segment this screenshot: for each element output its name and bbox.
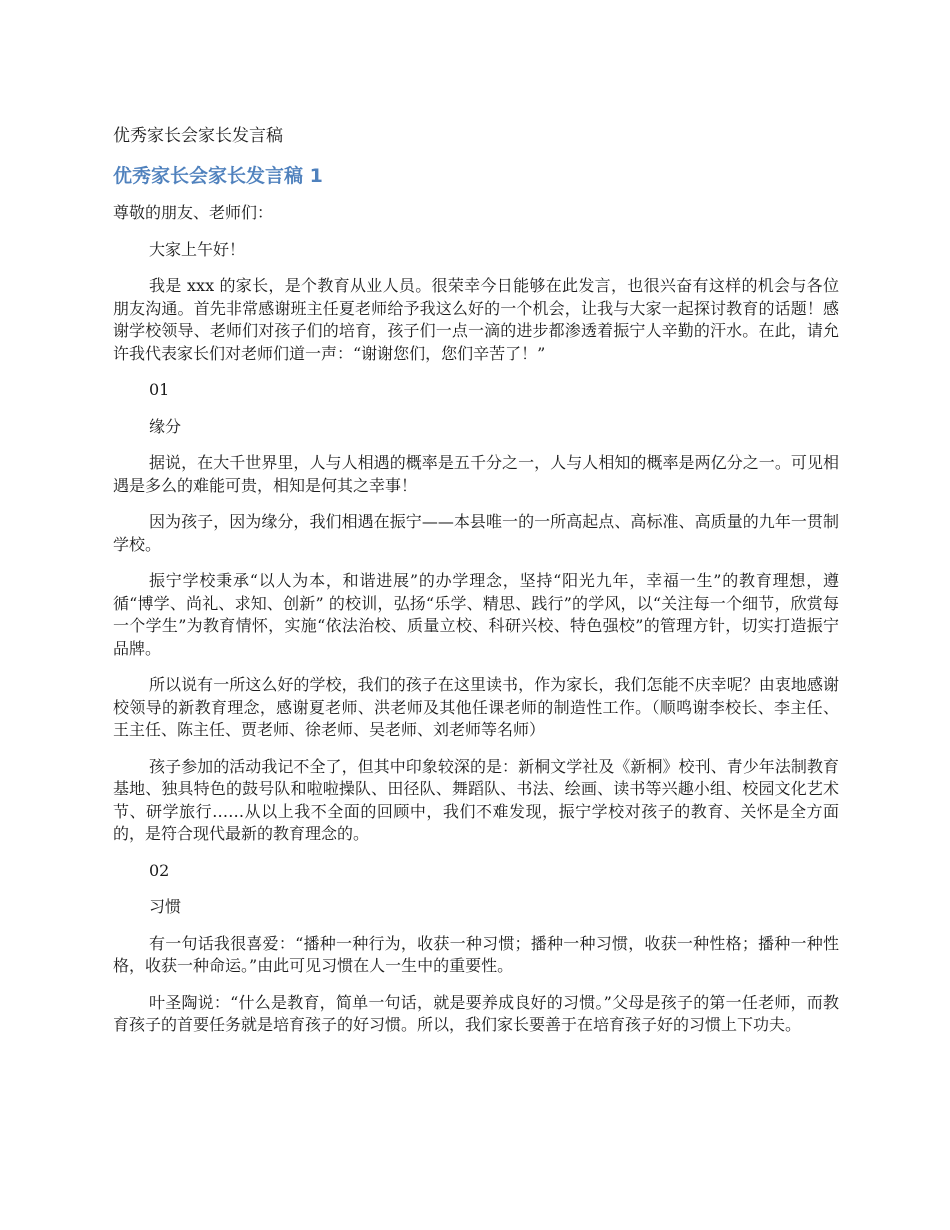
paragraph: 因为孩子，因为缘分，我们相遇在振宁——本县唯一的一所高起点、高标准、高质量的九年一贯制学校。 bbox=[113, 512, 839, 554]
paragraph: 振宁学校秉承“以人为本，和谐进展”的办学理念，坚持“阳光九年，幸福一生”的教育理想，遵循“博学、尚礼、求知、创新” 的校训，弘扬“乐学、精思、践行”的学风，以“关注每一个细节，欣赏每一个学生”为教育情怀，实施“依法治校、质量立校、科研兴校、特色强校”的管理方针，切实打造振宁品牌。 bbox=[113, 571, 839, 658]
paragraph: 所以说有一所这么好的学校，我们的孩子在这里读书，作为家长，我们怎能不庆幸呢？由衷地感谢校领导的新教育理念，感谢夏老师、洪老师及其他任课老师的制造性工作。（顺鸣谢李校长、李主任、王主任、陈主任、贾老师、徐老师、吴老师、刘老师等名师） bbox=[113, 675, 839, 739]
paragraph: 据说，在大千世界里，人与人相遇的概率是五千分之一，人与人相知的概率是两亿分之一。可见相遇是多么的难能可贵，相知是何其之幸事！ bbox=[113, 453, 839, 495]
paragraph: 有一句话我很喜爱：“播种一种行为，收获一种习惯；播种一种习惯，收获一种性格；播种一种性格，收获一种命运。”由此可见习惯在人一生中的重要性。 bbox=[113, 933, 839, 975]
section-title-fate: 缘分 bbox=[149, 416, 182, 436]
salutation: 尊敬的朋友、老师们： bbox=[113, 203, 274, 222]
document-page bbox=[113, 122, 839, 1051]
paragraph-intro: 我是 xxx 的家长，是个教育从业人员。很荣幸今日能够在此发言，也很兴奋有这样的机会与各位朋友沟通。首先非常感谢班主任夏老师给予我这么好的一个机会，让我与大家一起探讨教育的话题！感谢学校领导、老师们对孩子们的培育，孩子们一点一滴的进步都渗透着振宁人辛勤的汗水。在此，请允许我代表家长们对老师们道一声：“谢谢您们，您们辛苦了！” bbox=[113, 276, 839, 363]
paragraph: 叶圣陶说：“什么是教育，简单一句话，就是要养成良好的习惯。”父母是孩子的第一任老师，而教育孩子的首要任务就是培育孩子的好习惯。所以，我们家长要善于在培育孩子好的习惯上下功夫。 bbox=[113, 992, 839, 1034]
document-title: 优秀家长会家长发言稿 bbox=[113, 126, 283, 146]
section-number-02: 02 bbox=[149, 860, 170, 880]
section-title-habit: 习惯 bbox=[149, 897, 182, 916]
section-heading: 优秀家长会家长发言稿 1 bbox=[113, 165, 323, 187]
section-number-01: 01 bbox=[149, 380, 170, 399]
paragraph: 孩子参加的活动我记不全了，但其中印象较深的是：新桐文学社及《新桐》校刊、青少年法制教育基地、独具特色的鼓号队和啦啦操队、田径队、舞蹈队、书法、绘画、读书等兴趣小组、校园文化艺术节、研学旅行……从以上我不全面的回顾中，我们不难发现，振宁学校对孩子的教育、关怀是全方面的，是符合现代最新的教育理念的。 bbox=[113, 756, 839, 843]
greeting: 大家上午好！ bbox=[149, 239, 246, 259]
